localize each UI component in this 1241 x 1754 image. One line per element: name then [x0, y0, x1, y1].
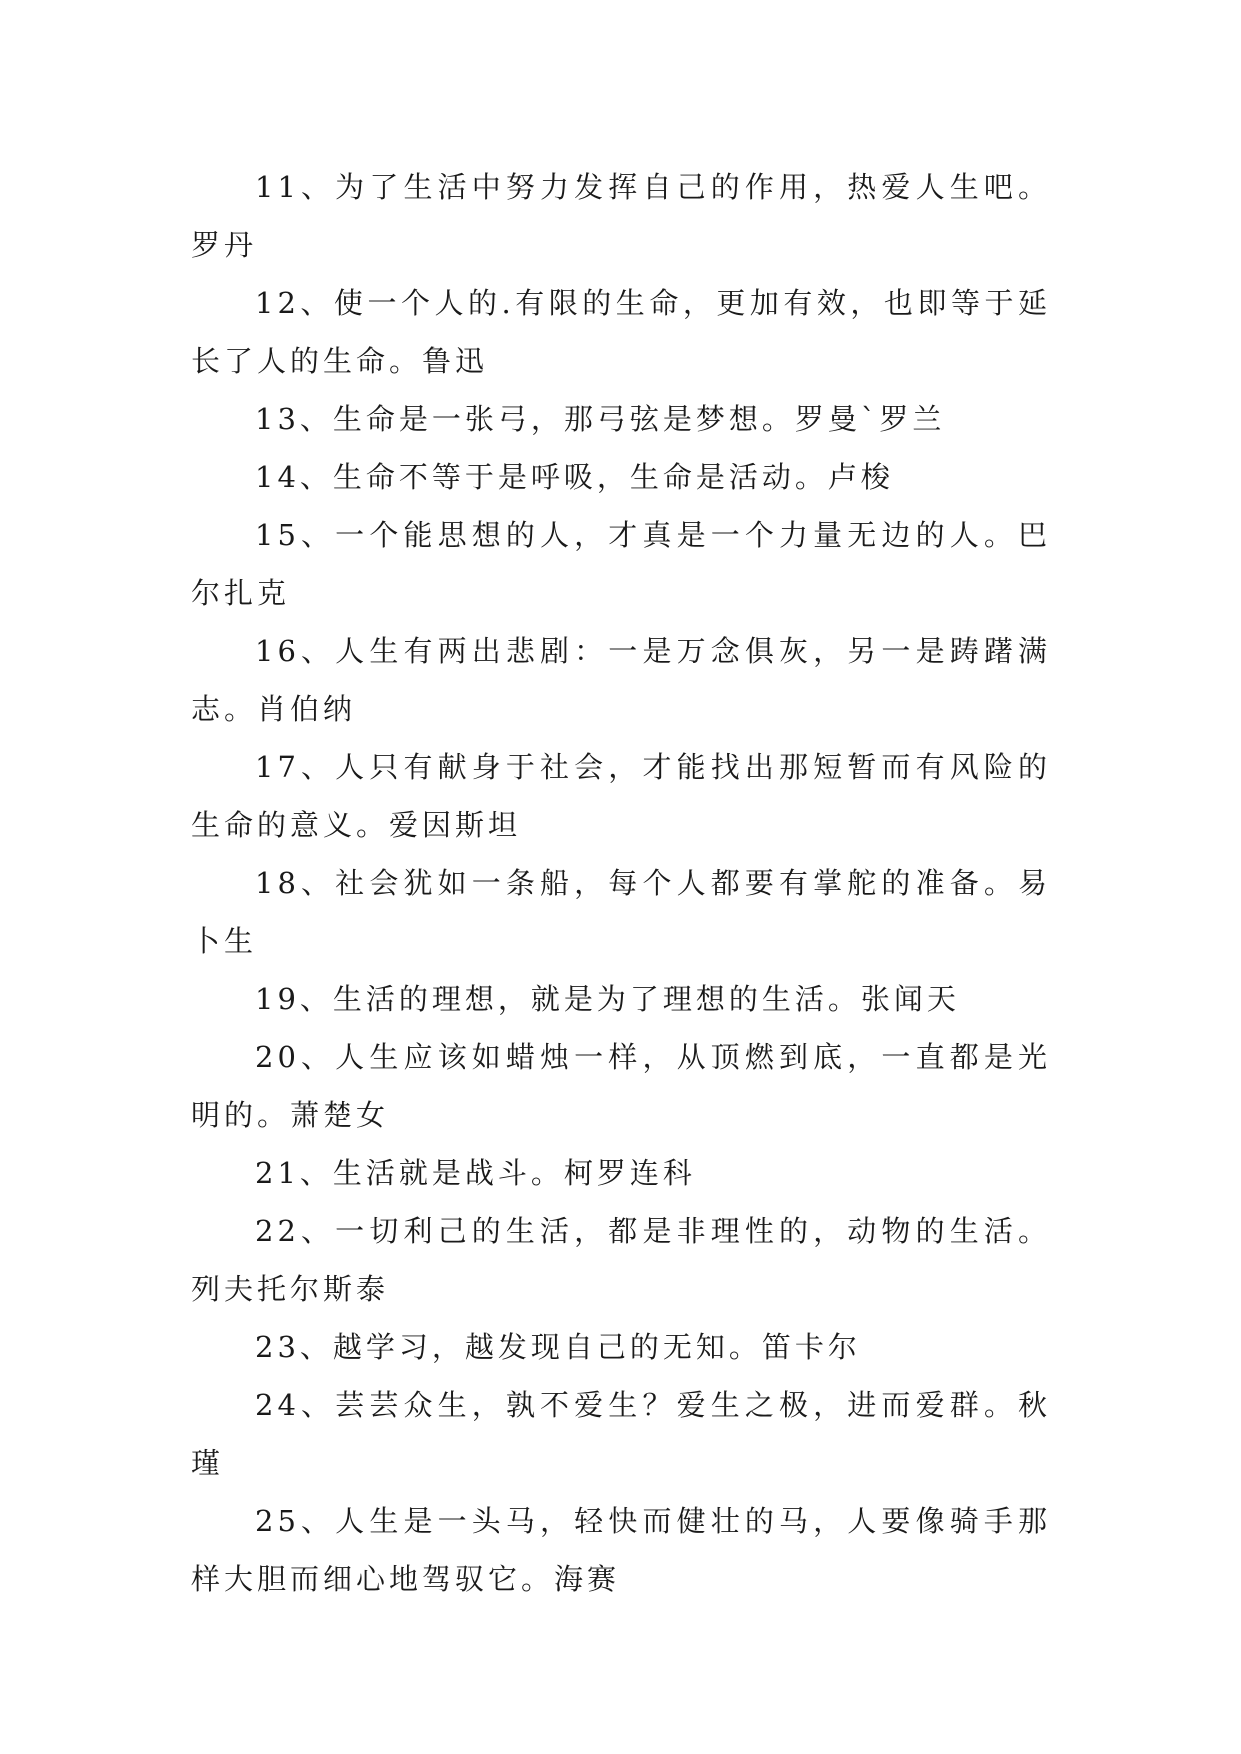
quote-paragraph-22: 22、一切利己的生活，都是非理性的，动物的生活。列夫托尔斯泰 — [191, 1214, 1051, 1306]
quote-paragraph-19: 19、生活的理想，就是为了理想的生活。张闻天 — [255, 982, 960, 1016]
quote-paragraph-11: 11、为了生活中努力发挥自己的作用，热爱人生吧。罗丹 — [191, 170, 1051, 262]
quote-paragraph-20: 20、人生应该如蜡烛一样，从顶燃到底，一直都是光明的。萧楚女 — [191, 1040, 1051, 1132]
quote-paragraph-16: 16、人生有两出悲剧：一是万念俱灰，另一是踌躇满志。肖伯纳 — [191, 634, 1051, 726]
quote-paragraph-12: 12、使一个人的.有限的生命，更加有效，也即等于延长了人的生命。鲁迅 — [191, 286, 1051, 378]
quote-paragraph-24: 24、芸芸众生，孰不爱生？爱生之极，进而爱群。秋瑾 — [191, 1388, 1051, 1480]
quote-paragraph-14: 14、生命不等于是呼吸，生命是活动。卢梭 — [255, 460, 894, 494]
document-body — [191, 158, 1051, 1608]
quote-paragraph-21: 21、生活就是战斗。柯罗连科 — [255, 1156, 696, 1190]
quote-paragraph-17: 17、人只有献身于社会，才能找出那短暂而有风险的生命的意义。爱因斯坦 — [191, 750, 1051, 842]
quote-paragraph-15: 15、一个能思想的人，才真是一个力量无边的人。巴尔扎克 — [191, 518, 1051, 610]
quote-paragraph-13: 13、生命是一张弓，那弓弦是梦想。罗曼`罗兰 — [255, 402, 946, 436]
quote-paragraph-18: 18、社会犹如一条船，每个人都要有掌舵的准备。易卜生 — [191, 866, 1051, 958]
quote-paragraph-23: 23、越学习，越发现自己的无知。笛卡尔 — [255, 1330, 861, 1364]
quote-paragraph-25: 25、人生是一头马，轻快而健壮的马，人要像骑手那样大胆而细心地驾驭它。海赛 — [191, 1504, 1051, 1596]
